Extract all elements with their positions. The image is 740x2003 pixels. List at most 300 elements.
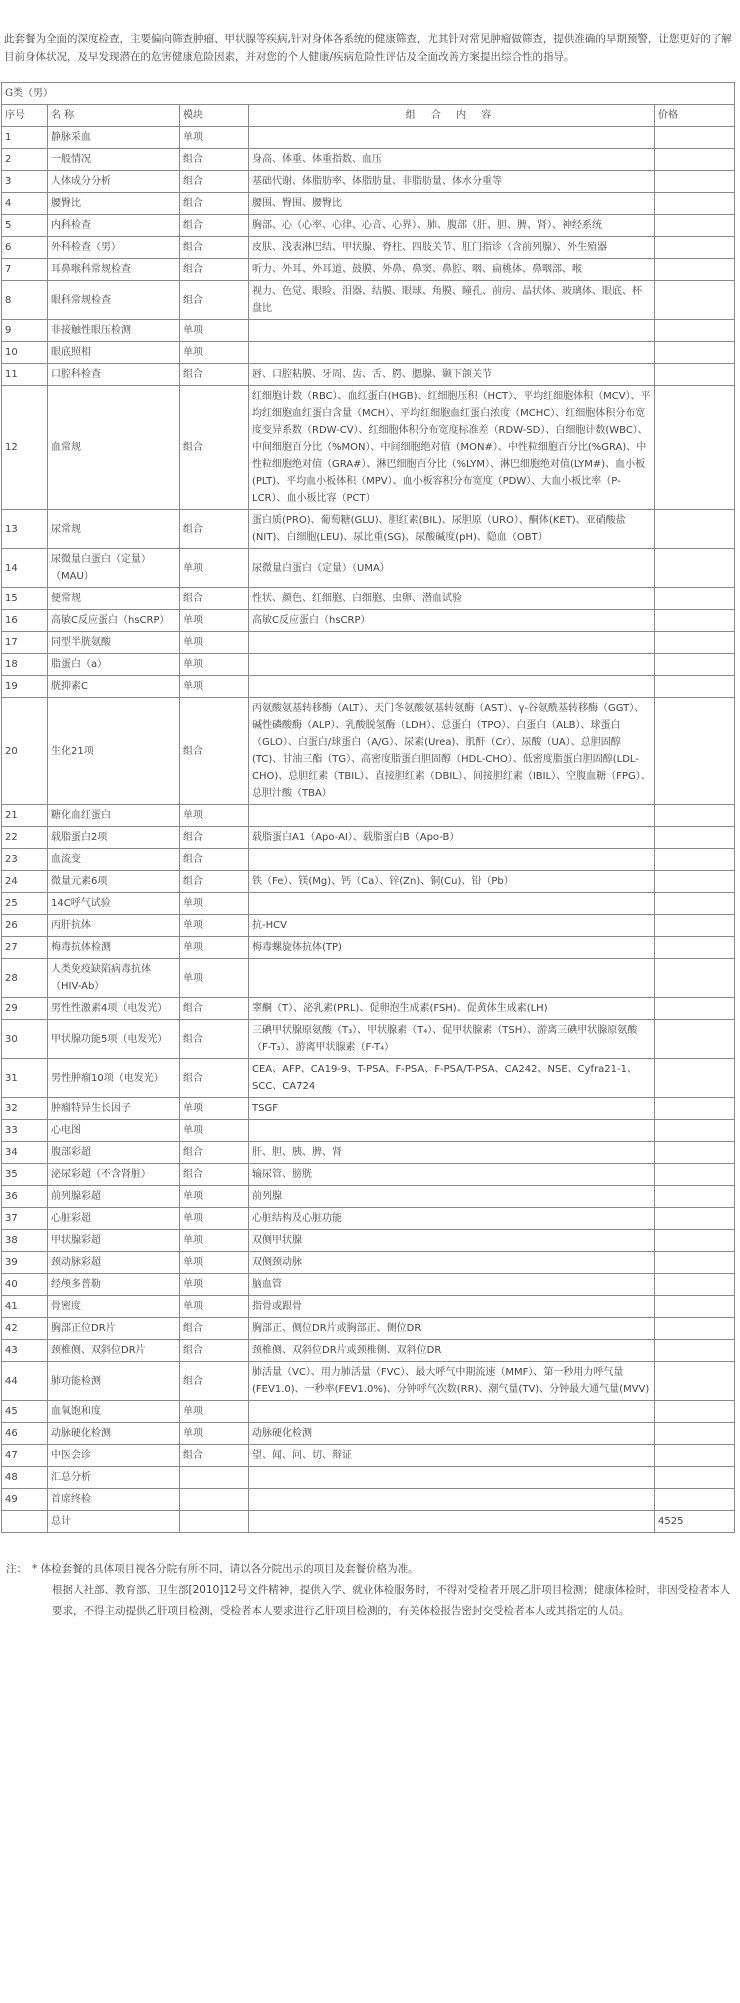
row-content — [249, 632, 655, 654]
row-type: 组合 — [180, 171, 249, 193]
row-type: 单项 — [180, 676, 249, 698]
row-number: 12 — [2, 386, 48, 510]
row-type: 单项 — [180, 654, 249, 676]
row-price — [655, 1489, 735, 1511]
table-header-row — [2, 105, 735, 127]
row-number: 35 — [2, 1164, 48, 1186]
table-row — [2, 871, 735, 893]
row-price — [655, 171, 735, 193]
row-name: 脂蛋白（a） — [48, 654, 180, 676]
row-number: 11 — [2, 364, 48, 386]
table-row — [2, 1120, 735, 1142]
row-content: 心脏结构及心脏功能 — [249, 1208, 655, 1230]
row-number: 29 — [2, 998, 48, 1020]
row-price — [655, 1362, 735, 1401]
row-name: 同型半胱氨酸 — [48, 632, 180, 654]
package-title: G类（男） — [2, 83, 735, 105]
row-name: 血氧饱和度 — [48, 1401, 180, 1423]
row-type: 单项 — [180, 1186, 249, 1208]
row-content: 胸部、心（心率、心律、心音、心界）、肺、腹部（肝、胆、脾、肾）、神经系统 — [249, 215, 655, 237]
row-type: 单项 — [180, 632, 249, 654]
row-number: 25 — [2, 893, 48, 915]
row-content — [249, 1120, 655, 1142]
row-price — [655, 259, 735, 281]
row-price — [655, 654, 735, 676]
row-price — [655, 1059, 735, 1098]
row-name: 高敏C反应蛋白（hsCRP） — [48, 610, 180, 632]
table-title-row — [2, 83, 735, 105]
row-number: 22 — [2, 827, 48, 849]
row-number: 44 — [2, 1362, 48, 1401]
row-price — [655, 149, 735, 171]
table-row — [2, 171, 735, 193]
table-row — [2, 281, 735, 320]
table-row — [2, 1318, 735, 1340]
table-row — [2, 1274, 735, 1296]
row-price — [655, 998, 735, 1020]
row-content: 望、闻、问、切、辩证 — [249, 1445, 655, 1467]
row-name: 骨密度 — [48, 1296, 180, 1318]
row-content: 铁（Fe）、镁(Mg)、钙（Ca）、锌(Zn)、铜(Cu)、铅（Pb） — [249, 871, 655, 893]
row-type: 组合 — [180, 281, 249, 320]
table-body — [2, 127, 735, 1511]
row-type: 组合 — [180, 364, 249, 386]
row-number: 8 — [2, 281, 48, 320]
table-row — [2, 320, 735, 342]
row-number: 32 — [2, 1098, 48, 1120]
table-row — [2, 259, 735, 281]
row-type: 单项 — [180, 320, 249, 342]
total-type-cell — [180, 1511, 249, 1533]
table-row — [2, 937, 735, 959]
row-name: 首席终检 — [48, 1489, 180, 1511]
row-number: 2 — [2, 149, 48, 171]
row-name: 一般情况 — [48, 149, 180, 171]
row-price — [655, 632, 735, 654]
row-name: 内科检查 — [48, 215, 180, 237]
row-content: 双侧甲状腺 — [249, 1230, 655, 1252]
row-number: 21 — [2, 805, 48, 827]
table-row — [2, 237, 735, 259]
row-number: 19 — [2, 676, 48, 698]
row-price — [655, 805, 735, 827]
row-content: 肺活量（VC）、用力肺活量（FVC）、最大呼气中期流速（MMF）、第一秒用力呼气量(FEV1.0)、一秒率(FEV1.0%)、分钟呼气次数(RR)、潮气量(TV)、分钟最大通气量(MVV) — [249, 1362, 655, 1401]
row-type: 组合 — [180, 871, 249, 893]
table-row — [2, 959, 735, 998]
row-type: 组合 — [180, 215, 249, 237]
row-content: 尿微量白蛋白（定量）（UMA） — [249, 549, 655, 588]
table-row — [2, 698, 735, 805]
table-row — [2, 849, 735, 871]
row-content: 高敏C反应蛋白（hsCRP） — [249, 610, 655, 632]
notes-line-1: * 体检套餐的具体项目视各分院有所不同，请以各分院出示的项目及套餐价格为准。 — [32, 1563, 419, 1575]
row-type: 单项 — [180, 1423, 249, 1445]
row-content: 睾酮（T）、泌乳素(PRL)、促卵泡生成素(FSH)、促黄体生成素(LH) — [249, 998, 655, 1020]
total-content-cell — [249, 1511, 655, 1533]
row-number: 30 — [2, 1020, 48, 1059]
table-row — [2, 998, 735, 1020]
row-price — [655, 849, 735, 871]
row-number: 45 — [2, 1401, 48, 1423]
row-number: 17 — [2, 632, 48, 654]
row-number: 41 — [2, 1296, 48, 1318]
row-number: 43 — [2, 1340, 48, 1362]
row-number: 5 — [2, 215, 48, 237]
row-name: 肺功能检测 — [48, 1362, 180, 1401]
table-row — [2, 127, 735, 149]
table-row — [2, 915, 735, 937]
table-row — [2, 676, 735, 698]
row-price — [655, 1164, 735, 1186]
row-number: 40 — [2, 1274, 48, 1296]
row-type: 组合 — [180, 827, 249, 849]
table-row — [2, 1296, 735, 1318]
row-number: 42 — [2, 1318, 48, 1340]
header-type: 模块 — [180, 105, 249, 127]
row-number: 16 — [2, 610, 48, 632]
row-number: 31 — [2, 1059, 48, 1098]
total-price: 4525 — [655, 1511, 735, 1533]
row-price — [655, 959, 735, 998]
table-row — [2, 610, 735, 632]
row-type: 组合 — [180, 1020, 249, 1059]
table-row — [2, 1401, 735, 1423]
header-content: 组 合 内 容 — [249, 105, 655, 127]
row-type — [180, 1489, 249, 1511]
row-name: 颈椎侧、双斜位DR片 — [48, 1340, 180, 1362]
row-type: 单项 — [180, 610, 249, 632]
row-name: 动脉硬化检测 — [48, 1423, 180, 1445]
table-row — [2, 1252, 735, 1274]
row-price — [655, 1340, 735, 1362]
header-no: 序号 — [2, 105, 48, 127]
row-name: 眼科常规检查 — [48, 281, 180, 320]
row-price — [655, 893, 735, 915]
row-name: 甲状腺功能5项（电发光） — [48, 1020, 180, 1059]
row-price — [655, 1274, 735, 1296]
row-name: 胸部正位DR片 — [48, 1318, 180, 1340]
package-table — [1, 82, 735, 1533]
row-content: 皮肤、浅表淋巴结、甲状腺、脊柱、四肢关节、肛门指诊（含前列腺）、外生殖器 — [249, 237, 655, 259]
row-type: 组合 — [180, 1318, 249, 1340]
row-content — [249, 849, 655, 871]
row-price — [655, 193, 735, 215]
row-number: 7 — [2, 259, 48, 281]
row-content — [249, 805, 655, 827]
row-name: 生化21项 — [48, 698, 180, 805]
header-name: 名 称 — [48, 105, 180, 127]
row-name: 泌尿彩超（不含肾脏） — [48, 1164, 180, 1186]
row-price — [655, 1208, 735, 1230]
row-content: 双侧颈动脉 — [249, 1252, 655, 1274]
row-content: CEA、AFP、CA19-9、T-PSA、F-PSA、F-PSA/T-PSA、CA242、NSE、Cyfra21-1、SCC、CA724 — [249, 1059, 655, 1098]
row-number: 36 — [2, 1186, 48, 1208]
row-name: 便常规 — [48, 588, 180, 610]
row-content — [249, 893, 655, 915]
row-price — [655, 237, 735, 259]
row-price — [655, 1252, 735, 1274]
row-number: 49 — [2, 1489, 48, 1511]
row-name: 血常规 — [48, 386, 180, 510]
row-name: 汇总分析 — [48, 1467, 180, 1489]
notes-line-2: 根据人社部、教育部、卫生部[2010]12号文件精神，提供入学、就业体检服务时，不得对受检者开展乙肝项目检测；健康体检时，非因受检者本人要求，不得主动提供乙肝项目检测，受检者本人要求进行乙肝项目检测的，有关体检报告密封交受检者本人或其指定的人员。 — [52, 1584, 731, 1617]
row-type: 单项 — [180, 1296, 249, 1318]
row-number: 3 — [2, 171, 48, 193]
row-name: 外科检查（男） — [48, 237, 180, 259]
row-number: 46 — [2, 1423, 48, 1445]
row-price — [655, 827, 735, 849]
row-number: 47 — [2, 1445, 48, 1467]
row-number: 20 — [2, 698, 48, 805]
row-number: 26 — [2, 915, 48, 937]
row-number: 10 — [2, 342, 48, 364]
total-no-cell — [2, 1511, 48, 1533]
header-price: 价格 — [655, 105, 735, 127]
row-number: 33 — [2, 1120, 48, 1142]
row-number: 28 — [2, 959, 48, 998]
row-content: 腰围、臀围、腰臀比 — [249, 193, 655, 215]
row-name: 胱抑素C — [48, 676, 180, 698]
row-type: 组合 — [180, 510, 249, 549]
row-content: 脑血管 — [249, 1274, 655, 1296]
row-name: 颈动脉彩超 — [48, 1252, 180, 1274]
row-type: 组合 — [180, 149, 249, 171]
row-price — [655, 1467, 735, 1489]
table-row — [2, 827, 735, 849]
row-name: 肿瘤特异生长因子 — [48, 1098, 180, 1120]
row-content: TSGF — [249, 1098, 655, 1120]
row-type: 单项 — [180, 1252, 249, 1274]
row-price — [655, 676, 735, 698]
row-type: 单项 — [180, 1098, 249, 1120]
row-type: 组合 — [180, 588, 249, 610]
table-row — [2, 1020, 735, 1059]
row-type: 组合 — [180, 259, 249, 281]
row-type: 单项 — [180, 1274, 249, 1296]
row-type: 单项 — [180, 549, 249, 588]
row-price — [655, 281, 735, 320]
row-number: 4 — [2, 193, 48, 215]
row-name: 人类免疫缺陷病毒抗体（HIV-Ab） — [48, 959, 180, 998]
row-content: 前列腺 — [249, 1186, 655, 1208]
table-row — [2, 1164, 735, 1186]
row-price — [655, 1296, 735, 1318]
row-content — [249, 127, 655, 149]
notes-label: 注： — [6, 1563, 27, 1575]
row-content: 载脂蛋白A1（Apo-AⅠ）、载脂蛋白B（Apo-B） — [249, 827, 655, 849]
table-row — [2, 549, 735, 588]
row-type: 组合 — [180, 849, 249, 871]
intro-paragraph: 此套餐为全面的深度检查，主要偏向筛查肿瘤、甲状腺等疾病,针对身体各系统的健康筛查，尤其针对常见肿瘤做筛查，提供准确的早期预警，让您更好的了解目前身体状况，及早发现潜在的危害健康危险因素，并对您的个人健康/疾病危险性评估及全面改善方案提出综合性的指导。 — [4, 33, 732, 63]
row-price — [655, 127, 735, 149]
row-type: 单项 — [180, 915, 249, 937]
row-price — [655, 1020, 735, 1059]
table-row — [2, 654, 735, 676]
row-name: 丙肝抗体 — [48, 915, 180, 937]
row-name: 经颅多普勒 — [48, 1274, 180, 1296]
row-type: 单项 — [180, 893, 249, 915]
table-row — [2, 632, 735, 654]
row-name: 前列腺彩超 — [48, 1186, 180, 1208]
table-row — [2, 215, 735, 237]
row-type: 单项 — [180, 127, 249, 149]
table-row — [2, 149, 735, 171]
row-content — [249, 320, 655, 342]
row-number: 27 — [2, 937, 48, 959]
row-price — [655, 320, 735, 342]
row-type: 单项 — [180, 1208, 249, 1230]
row-content: 红细胞计数（RBC）、血红蛋白(HGB)、红细胞压积（HCT）、平均红细胞体积（MCV）、平均红细胞血红蛋白含量（MCH）、平均红细胞血红蛋白浓度（MCHC）、红细胞体积分布宽度变异系数（RDW-CV）、红细胞体积分布宽度标准差（RDW-SD）、白细胞计数(WBC）、中间细胞百分比（%MON）、中间细胞绝对值（MON#）、中性粒细胞百分比(%GRA)、中性粒细胞绝对值（GRA#）、淋巴细胞百分比（%LYM）、淋巴细胞绝对值(LYM#)、血小板(PLT)、平均血小板体积（MPV）、血小板容积分布宽度（PDW）、大血小板比率（P-LCR）、血小板比容（PCT） — [249, 386, 655, 510]
row-price — [655, 1098, 735, 1120]
row-name: 载脂蛋白2项 — [48, 827, 180, 849]
row-type — [180, 1467, 249, 1489]
table-row — [2, 1423, 735, 1445]
table-row — [2, 893, 735, 915]
row-type: 单项 — [180, 805, 249, 827]
row-number: 1 — [2, 127, 48, 149]
row-price — [655, 1318, 735, 1340]
row-name: 耳鼻喉科常规检查 — [48, 259, 180, 281]
row-price — [655, 871, 735, 893]
table-row — [2, 1230, 735, 1252]
row-content: 丙氨酸氨基转移酶（ALT）、天门冬氨酸氨基转氨酶（AST）、γ-谷氨酰基转移酶（GGT）、碱性磷酸酶（ALP）、乳酸脱氢酶（LDH）、总蛋白（TPO）、白蛋白（ALB）、球蛋白（GLO）、白蛋白/球蛋白（A/G）、尿素(Urea)、肌酐（Cr）、尿酸（UA）、总胆固醇(TC)、甘油三酯（TG）、高密度脂蛋白胆固醇（HDL-CHO）、低密度脂蛋白胆固醇(LDL-CHO)、总胆红素（TBIL）、直接胆红素（DBIL）、间接胆红素（IBIL）、空腹血糖（FPG）、总胆汁酸（TBA） — [249, 698, 655, 805]
table-row — [2, 1467, 735, 1489]
row-price — [655, 937, 735, 959]
row-type: 单项 — [180, 937, 249, 959]
row-name: 糖化血红蛋白 — [48, 805, 180, 827]
row-price — [655, 1186, 735, 1208]
row-name: 腹部彩超 — [48, 1142, 180, 1164]
table-row — [2, 1142, 735, 1164]
row-name: 男性性激素4项（电发光） — [48, 998, 180, 1020]
row-type: 单项 — [180, 1120, 249, 1142]
row-price — [655, 342, 735, 364]
row-content — [249, 654, 655, 676]
row-name: 微量元素6项 — [48, 871, 180, 893]
row-content: 抗-HCV — [249, 915, 655, 937]
row-price — [655, 364, 735, 386]
row-number: 6 — [2, 237, 48, 259]
row-price — [655, 588, 735, 610]
row-content: 肝、胆、胰、脾、肾 — [249, 1142, 655, 1164]
row-type: 单项 — [180, 1230, 249, 1252]
row-price — [655, 698, 735, 805]
row-name: 非接触性眼压检测 — [48, 320, 180, 342]
table-row — [2, 364, 735, 386]
row-content: 唇、口腔粘膜、牙周、齿、舌、腭、腮腺、颞下颌关节 — [249, 364, 655, 386]
row-name: 中医会诊 — [48, 1445, 180, 1467]
table-row — [2, 805, 735, 827]
row-name: 眼底照相 — [48, 342, 180, 364]
row-content: 听力、外耳、外耳道、鼓膜、外鼻、鼻窦、鼻腔、咽、扁桃体、鼻咽部、喉 — [249, 259, 655, 281]
row-name: 人体成分分析 — [48, 171, 180, 193]
row-name: 尿常规 — [48, 510, 180, 549]
row-number: 37 — [2, 1208, 48, 1230]
row-name: 梅毒抗体检测 — [48, 937, 180, 959]
row-number: 23 — [2, 849, 48, 871]
row-price — [655, 1445, 735, 1467]
notes-section — [0, 1559, 740, 1622]
row-type: 组合 — [180, 237, 249, 259]
row-type: 组合 — [180, 1164, 249, 1186]
row-price — [655, 1142, 735, 1164]
row-content — [249, 1489, 655, 1511]
row-content: 梅毒螺旋体抗体(TP) — [249, 937, 655, 959]
table-row — [2, 386, 735, 510]
row-number: 48 — [2, 1467, 48, 1489]
row-name: 心电图 — [48, 1120, 180, 1142]
table-row — [2, 1489, 735, 1511]
row-content: 胸部正、侧位DR片或胸部正、侧位DR — [249, 1318, 655, 1340]
row-content — [249, 1401, 655, 1423]
row-content: 指骨或跟骨 — [249, 1296, 655, 1318]
row-type: 组合 — [180, 998, 249, 1020]
table-row — [2, 1059, 735, 1098]
row-name: 口腔科检查 — [48, 364, 180, 386]
row-type: 单项 — [180, 342, 249, 364]
row-name: 男性肿瘤10项（电发光） — [48, 1059, 180, 1098]
row-price — [655, 1230, 735, 1252]
table-row — [2, 1340, 735, 1362]
row-price — [655, 915, 735, 937]
row-price — [655, 1120, 735, 1142]
table-row — [2, 1445, 735, 1467]
row-number: 14 — [2, 549, 48, 588]
row-content: 动脉硬化检测 — [249, 1423, 655, 1445]
row-content: 蛋白质(PRO)、葡萄糖(GLU)、胆红素(BIL)、尿胆原（URO）、酮体(KET)、亚硝酸盐(NIT)、白细胞(LEU)、尿比重(SG)、尿酸碱度(pH)、隐血（OBT） — [249, 510, 655, 549]
row-number: 34 — [2, 1142, 48, 1164]
row-type: 单项 — [180, 959, 249, 998]
table-row — [2, 1098, 735, 1120]
row-name: 静脉采血 — [48, 127, 180, 149]
table-row — [2, 1362, 735, 1401]
row-type: 组合 — [180, 386, 249, 510]
row-content: 输尿管、膀胱 — [249, 1164, 655, 1186]
row-type: 组合 — [180, 1445, 249, 1467]
table-row — [2, 588, 735, 610]
table-row — [2, 510, 735, 549]
row-content — [249, 959, 655, 998]
row-price — [655, 1423, 735, 1445]
row-content: 视力、色觉、眼睑、泪器、结膜、眼球、角膜、瞳孔、前房、晶状体、玻璃体、眼底、杯盘比 — [249, 281, 655, 320]
table-row — [2, 1186, 735, 1208]
row-name: 心脏彩超 — [48, 1208, 180, 1230]
row-number: 13 — [2, 510, 48, 549]
row-price — [655, 610, 735, 632]
row-price — [655, 549, 735, 588]
row-price — [655, 1401, 735, 1423]
row-price — [655, 215, 735, 237]
row-number: 38 — [2, 1230, 48, 1252]
row-number: 24 — [2, 871, 48, 893]
row-name: 14C呼气试验 — [48, 893, 180, 915]
row-price — [655, 386, 735, 510]
row-type: 组合 — [180, 193, 249, 215]
row-number: 15 — [2, 588, 48, 610]
row-content — [249, 342, 655, 364]
table-row — [2, 193, 735, 215]
table-row — [2, 1208, 735, 1230]
row-type: 组合 — [180, 1059, 249, 1098]
row-type: 组合 — [180, 1362, 249, 1401]
row-number: 39 — [2, 1252, 48, 1274]
table-row — [2, 342, 735, 364]
row-content: 三碘甲状腺原氨酸（T₃）、甲状腺素（T₄）、促甲状腺素（TSH）、游离三碘甲状腺原氨酸（F-T₃）、游离甲状腺素（F-T₄） — [249, 1020, 655, 1059]
row-name: 甲状腺彩超 — [48, 1230, 180, 1252]
row-type: 组合 — [180, 1340, 249, 1362]
row-type: 组合 — [180, 1142, 249, 1164]
row-name: 血流变 — [48, 849, 180, 871]
